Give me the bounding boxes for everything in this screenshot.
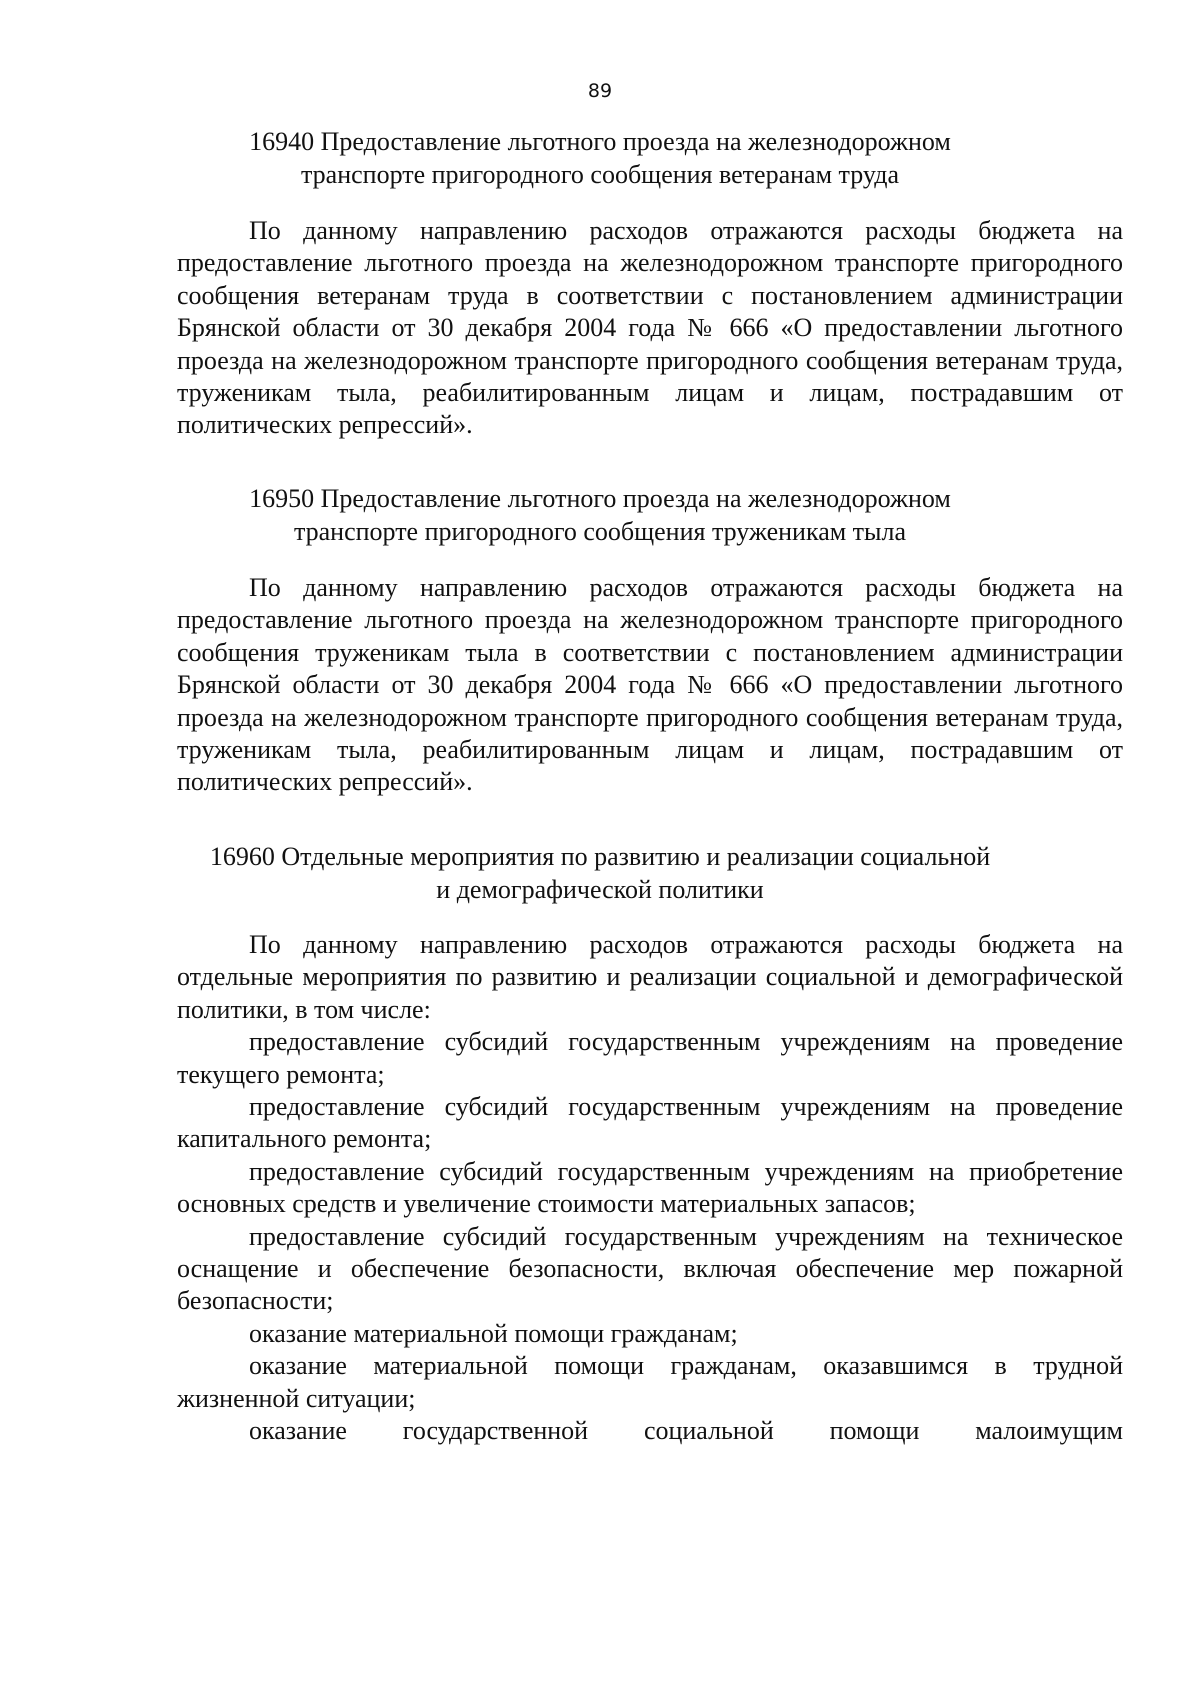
list-item: предоставление субсидий государственным учреждениям на проведение текущего ремонта; [177, 1027, 1123, 1089]
heading-line: транспорте пригородного сообщения ветеранам труда [301, 160, 899, 189]
list-item: оказание государственной социальной помощи малоимущим [249, 1416, 1123, 1446]
page-number: 89 [587, 80, 613, 102]
list-item: оказание материальной помощи гражданам; [249, 1318, 738, 1348]
list-item: предоставление субсидий государственным учреждениям на техническое оснащение и обеспечение безопасности, включая обеспечение мер пожарной безопасности; [177, 1221, 1123, 1316]
section-heading-16950 [0, 482, 1200, 548]
heading-line: и демографической политики [436, 875, 764, 904]
list-item: оказание материальной помощи гражданам, оказавшимся в трудной жизненной ситуации; [177, 1351, 1123, 1413]
body-paragraph: По данному направлению расходов отражаются расходы бюджета на предоставление льготного проезда на железнодорожном транспорте пригородного сообщения труженикам тыла в соответствии с постановлением администрации Брянской области от 30 декабря 2004 года № 666 «О предоставлении льготного проезда на железнодорожном транспорте пригородного сообщения ветеранам труда, труженикам тыла, реабилитированным лицам и лицам, пострадавшим от политических репрессий». [177, 573, 1123, 797]
heading-line: 16960 Отдельные мероприятия по развитию и реализации социальной [209, 842, 991, 871]
section-body-16960 [177, 929, 1123, 1448]
list-item: предоставление субсидий государственным учреждениям на приобретение основных средств и увеличение стоимости материальных запасов; [177, 1156, 1123, 1219]
heading-line: 16950 Предоставление льготного проезда на железнодорожном [249, 484, 951, 513]
heading-line: транспорте пригородного сообщения труженикам тыла [293, 517, 907, 546]
body-paragraph: По данному направлению расходов отражаются расходы бюджета на предоставление льготного проезда на железнодорожном транспорте пригородного сообщения ветеранам труда в соответствии с постановлением администрации Брянской области от 30 декабря 2004 года № 666 «О предоставлении льготного проезда на железнодорожном транспорте пригородного сообщения ветеранам труда, труженикам тыла, реабилитированным лицам и лицам, пострадавшим от политических репрессий». [177, 216, 1123, 440]
section-heading-16940 [0, 125, 1200, 191]
section-body-16940 [177, 215, 1123, 442]
section-body-16950 [177, 572, 1123, 799]
heading-line: 16940 Предоставление льготного проезда на железнодорожном [249, 127, 951, 156]
body-paragraph: По данному направлению расходов отражаются расходы бюджета на отдельные мероприятия по развитию и реализации социальной и демографической политики, в том числе: [177, 930, 1123, 1024]
section-heading-16960 [0, 840, 1200, 906]
list-item: предоставление субсидий государственным учреждениям на проведение капитального ремонта; [177, 1092, 1123, 1154]
